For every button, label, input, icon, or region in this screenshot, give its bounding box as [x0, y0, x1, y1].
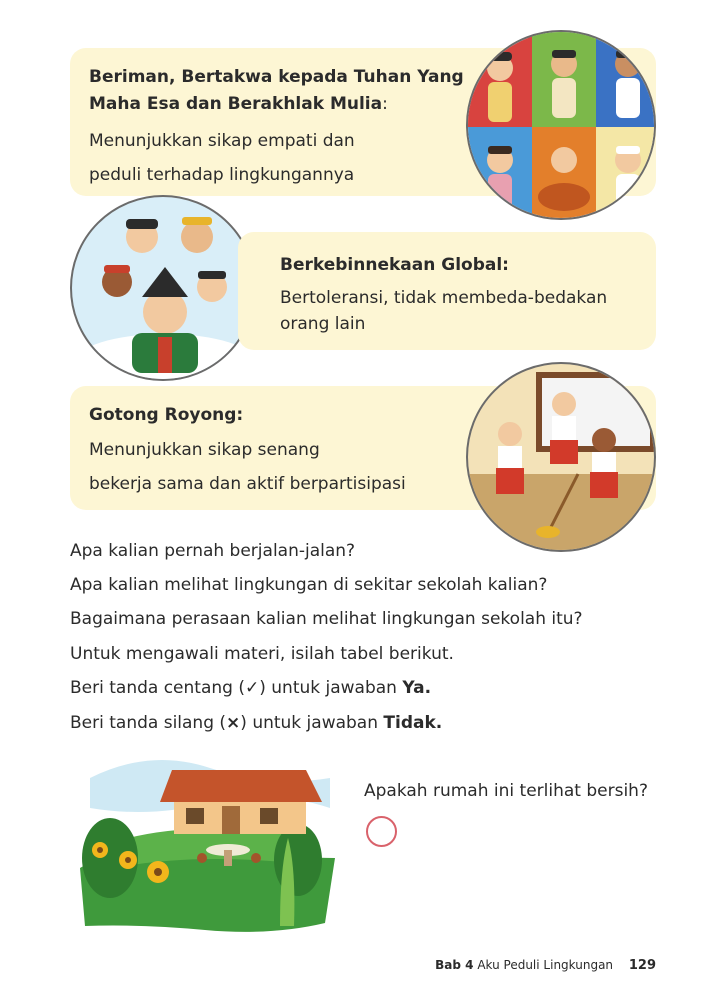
- card-desc-line: orang lain: [280, 314, 366, 334]
- page-number: 129: [628, 958, 656, 973]
- instruction-check: Beri tanda centang (✓) untuk jawaban Ya.: [70, 678, 432, 698]
- question-line: Apa kalian melihat lingkungan di sekitar sekolah kalian?: [70, 575, 548, 595]
- diverse-children-illustration: [70, 195, 256, 381]
- card-desc-line: bekerja sama dan aktif berpartisipasi: [89, 474, 406, 494]
- chapter-title: Aku Peduli Lingkungan: [477, 958, 614, 972]
- question-line: Apa kalian pernah berjalan-jalan?: [70, 541, 356, 561]
- question-line: Untuk mengawali materi, isilah tabel berikut.: [70, 644, 454, 664]
- profile-card-berkebinnekaan: [238, 232, 656, 350]
- card-title: Gotong Royong:: [89, 405, 244, 425]
- card-desc-line: Menunjukkan sikap empati dan: [89, 131, 355, 151]
- classroom-cleaning-illustration: [466, 362, 656, 552]
- task-question: Apakah rumah ini terlihat bersih?: [364, 781, 648, 801]
- card-title: Beriman, Bertakwa kepada Tuhan Yang Maha Esa dan Berakhlak Mulia:: [89, 67, 464, 114]
- religions-illustration: [466, 30, 656, 220]
- house-illustration: [70, 748, 340, 936]
- card-title: Berkebinnekaan Global:: [280, 255, 509, 275]
- card-desc-line: peduli terhadap lingkungannya: [89, 165, 355, 185]
- instruction-cross: Beri tanda silang (×) untuk jawaban Tidak.: [70, 713, 443, 733]
- cross-icon: ×: [226, 713, 241, 733]
- answer-circle[interactable]: [366, 816, 397, 847]
- card-desc-line: Menunjukkan sikap senang: [89, 440, 320, 460]
- page-footer: [435, 958, 656, 973]
- card-desc-line: Bertoleransi, tidak membeda-bedakan: [280, 288, 608, 308]
- question-line: Bagaimana perasaan kalian melihat lingkungan sekolah itu?: [70, 609, 583, 629]
- chapter-label: Bab 4: [435, 958, 474, 972]
- check-icon: ✓: [244, 678, 260, 698]
